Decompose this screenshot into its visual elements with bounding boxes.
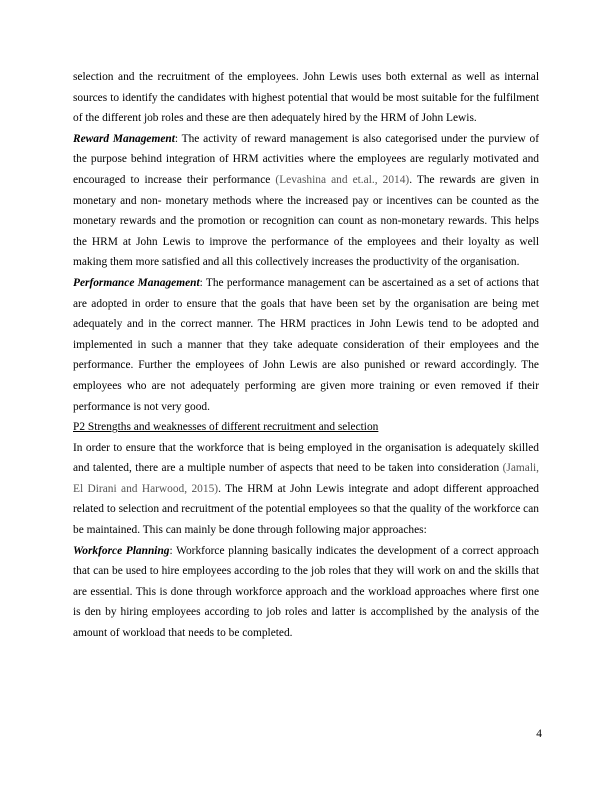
body-paragraph <box>73 438 539 541</box>
paragraph-text: selection and the recruitment of the employees. John Lewis uses both external as well as internal sources to identify the candidates with highest potential that would be most suitable for the fulfilment of the different job roles and these are then adequately hired by the HRM of John Lewis. <box>73 71 539 125</box>
citation: (Levashina and et.al., 2014) <box>275 173 410 186</box>
document-body <box>73 67 539 644</box>
paragraph-text: : Workforce planning basically indicates the development of a correct approach that can be used to hire employees according to the job roles that they will work on and the skills that are essential. This is done through workforce approach and the workload approaches where first one is den by hiring employees according to job roles and latter is accomplished by the analysis of the amount of workload that needs to be completed. <box>73 544 539 640</box>
key-term: Performance Management <box>73 276 200 289</box>
paragraph-text: . The rewards are given in monetary and non- monetary methods where the increased pay or incentives can be counted as the monetary rewards and the promotion or recognition can count as non-monetary rewards. This helps the HRM at John Lewis to improve the performance of the employees and their loyalty as well making them more satisfied and all this collectively increases the productivity of the organisation. <box>73 173 539 269</box>
key-term: Workforce Planning <box>73 544 170 557</box>
body-paragraph <box>73 129 539 273</box>
paragraph-text: . The HRM at John Lewis integrate and adopt different approached related to selection and recruitment of the potential employees so that the quality of the workforce can be maintained. This can mainly be done through following major approaches: <box>73 482 539 537</box>
paragraph-text: In order to ensure that the workforce that is being employed in the organisation is adequately skilled and talented, there are a multiple number of aspects that need to be taken into consideration <box>73 441 539 475</box>
body-paragraph <box>73 67 539 129</box>
section-heading: P2 Strengths and weaknesses of different recruitment and selection <box>73 421 379 434</box>
paragraph-text: : The performance management can be ascertained as a set of actions that are adopted in order to ensure that the goals that have been set by the organisation are being met adequately and in the correct manner. The HRM practices in John Lewis tend to be adopted and implemented in such a manner that they take adequate consideration of their employees and the performance. Further the employees of John Lewis are also punished or reward accordingly. The employees who are not adequately performing are given more training or even removed if their performance is not very good. <box>73 276 539 413</box>
paragraph-text: : The activity of reward management is also categorised under the purview of the purpose behind integration of HRM activities where the employees are regularly motivated and encouraged to increase their performance <box>73 132 539 186</box>
page-number: 4 <box>536 728 542 740</box>
body-paragraph <box>73 273 539 417</box>
key-term: Reward Management <box>73 132 175 145</box>
citation: (Jamali, El Dirani and Harwood, 2015) <box>73 462 539 495</box>
body-paragraph <box>73 541 539 644</box>
